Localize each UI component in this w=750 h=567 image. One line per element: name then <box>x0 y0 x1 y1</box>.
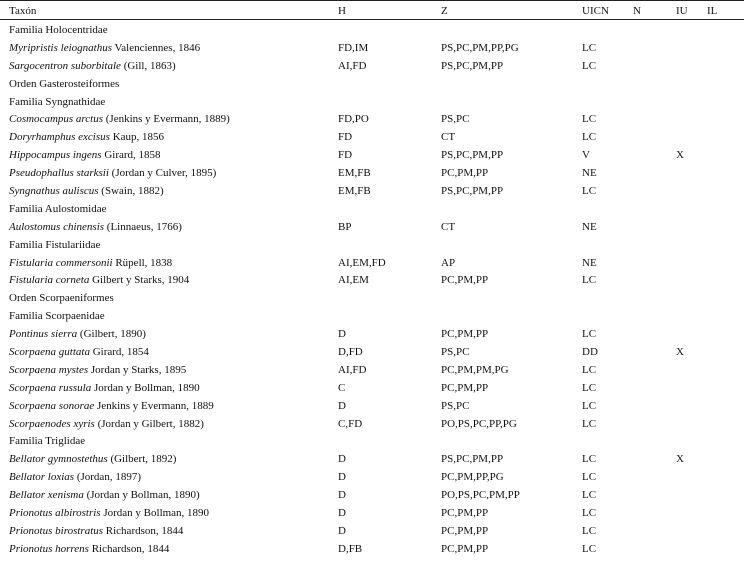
uicn-cell: LC <box>582 381 597 394</box>
species-row <box>0 398 744 416</box>
habitat-cell: D <box>338 507 346 520</box>
zone-cell: CT <box>441 131 456 144</box>
top-rule <box>0 0 744 1</box>
species-authority: (Gilbert, 1890) <box>79 328 146 341</box>
species-name: Fistularia commersonii <box>9 256 113 269</box>
taxon-cell <box>9 40 200 58</box>
species-name: Scorpaena mystes <box>9 363 89 376</box>
uicn-cell: DD <box>582 346 598 359</box>
species-name: Aulostomus chinensis <box>9 220 105 233</box>
species-name: Cosmocampus arctus <box>9 113 104 126</box>
habitat-cell: AI,EM <box>338 274 369 287</box>
species-authority: (Jordan, 1897) <box>76 471 141 484</box>
species-row <box>0 469 744 487</box>
species-row <box>0 219 744 237</box>
uicn-cell: LC <box>582 524 597 537</box>
taxon-group-row <box>0 433 744 451</box>
habitat-cell: D <box>338 328 346 341</box>
taxon-group-row <box>0 308 744 326</box>
uicn-cell: LC <box>582 399 597 412</box>
uicn-cell: NE <box>582 220 597 233</box>
species-row <box>0 165 744 183</box>
species-row <box>0 272 744 290</box>
taxon-cell <box>9 416 204 434</box>
taxon-group-row <box>0 237 744 255</box>
header-taxon: Taxón <box>9 5 37 17</box>
uicn-cell: LC <box>582 542 597 555</box>
uicn-cell: NE <box>582 167 597 180</box>
species-authority: Jordan y Bollman, 1890 <box>103 507 210 520</box>
species-row <box>0 344 744 362</box>
group-label: Familia Fistulariidae <box>9 238 101 251</box>
zone-cell: PC,PM,PP <box>441 524 489 537</box>
species-row <box>0 58 744 76</box>
uicn-cell: LC <box>582 507 597 520</box>
iu-cell: X <box>676 346 684 359</box>
species-name: Doryrhamphus excisus <box>9 131 110 144</box>
species-authority: Kaup, 1856 <box>112 131 165 144</box>
uicn-cell: LC <box>582 274 597 287</box>
species-authority: (Jordan y Gilbert, 1882) <box>97 417 204 430</box>
zone-cell: PC,PM,PP <box>441 381 489 394</box>
species-authority: (Swain, 1882) <box>101 185 164 198</box>
uicn-cell: LC <box>582 471 597 484</box>
habitat-cell: D <box>338 399 346 412</box>
taxon-cell <box>9 487 200 505</box>
taxon-cell <box>9 58 176 76</box>
zone-cell: PS,PC <box>441 346 470 359</box>
zone-cell: PS,PC <box>441 113 470 126</box>
zone-cell: AP <box>441 256 456 269</box>
species-name: Pseudophallus starksii <box>9 167 109 180</box>
habitat-cell: EM,FB <box>338 185 371 198</box>
iu-cell: X <box>676 453 684 466</box>
species-row <box>0 255 744 273</box>
zone-cell: PC,PM,PP <box>441 507 489 520</box>
taxon-cell <box>9 541 169 559</box>
species-row <box>0 505 744 523</box>
group-label: Familia Syngnathidae <box>9 95 106 108</box>
species-authority: Jenkins y Evermann, 1889 <box>97 399 214 412</box>
species-name: Sargocentron suborbitale <box>9 59 121 72</box>
habitat-cell: C <box>338 381 346 394</box>
species-name: Prionotus albirostris <box>9 507 101 520</box>
habitat-cell: D <box>338 489 346 502</box>
taxon-group-row <box>0 22 744 40</box>
habitat-cell: D <box>338 524 346 537</box>
habitat-cell: FD <box>338 149 353 162</box>
uicn-cell: V <box>582 149 590 162</box>
header-rule <box>0 19 744 20</box>
species-row <box>0 362 744 380</box>
habitat-cell: D <box>338 471 346 484</box>
group-label: Familia Holocentridae <box>9 24 108 36</box>
iu-cell: X <box>676 149 684 162</box>
species-row <box>0 129 744 147</box>
species-name: Myripristis leiognathus <box>9 41 112 54</box>
habitat-cell: BP <box>338 220 352 233</box>
zone-cell: PC,PM,PP <box>441 274 489 287</box>
species-row <box>0 487 744 505</box>
taxon-cell <box>9 362 186 380</box>
habitat-cell: D,FB <box>338 542 363 555</box>
species-authority: (Jordan y Culver, 1895) <box>111 167 217 180</box>
taxon-cell <box>9 183 164 201</box>
species-authority: Jordan y Starks, 1895 <box>90 363 187 376</box>
taxon-cell <box>9 451 176 469</box>
habitat-cell: D <box>338 453 346 466</box>
taxon-group-row <box>0 290 744 308</box>
species-name: Prionotus birostratus <box>9 524 104 537</box>
species-row <box>0 147 744 165</box>
uicn-cell: LC <box>582 489 597 502</box>
habitat-cell: D,FD <box>338 346 363 359</box>
habitat-cell: FD,PO <box>338 113 369 126</box>
taxon-cell <box>9 219 182 237</box>
taxon-cell <box>9 380 200 398</box>
uicn-cell: LC <box>582 363 597 376</box>
species-row <box>0 523 744 541</box>
species-authority: Richardson, 1844 <box>91 542 170 555</box>
uicn-cell: LC <box>582 417 597 430</box>
species-authority: (Gill, 1863) <box>123 59 176 72</box>
taxon-cell <box>9 111 230 129</box>
species-authority: Gilbert y Starks, 1904 <box>92 274 190 287</box>
taxon-cell <box>9 129 164 147</box>
species-name: Bellator gymnostethus <box>9 453 108 466</box>
zone-cell: PS,PC,PM,PP <box>441 59 504 72</box>
species-authority: (Jordan y Bollman, 1890) <box>86 489 200 502</box>
taxon-cell <box>9 469 141 487</box>
zone-cell: PC,PM,PP <box>441 328 489 341</box>
taxon-cell <box>9 272 189 290</box>
species-authority: Girard, 1858 <box>104 149 161 162</box>
species-authority: Rüpell, 1838 <box>115 256 173 269</box>
taxon-cell <box>9 344 149 362</box>
species-name: Prionotus horrens <box>9 542 89 555</box>
group-label: Orden Gasterosteiformes <box>9 77 120 90</box>
zone-cell: PO,PS,PC,PP,PG <box>441 417 517 430</box>
species-authority: Richardson, 1844 <box>105 524 184 537</box>
habitat-cell: EM,FB <box>338 167 371 180</box>
zone-cell: PC,PM,PP <box>441 167 489 180</box>
uicn-cell: LC <box>582 328 597 341</box>
species-row <box>0 183 744 201</box>
species-row <box>0 416 744 434</box>
taxon-cell <box>9 398 214 416</box>
species-name: Bellator xenisma <box>9 489 84 502</box>
species-authority: Jordan y Bollman, 1890 <box>93 381 200 394</box>
zone-cell: CT <box>441 220 456 233</box>
species-authority: Valenciennes, 1846 <box>114 41 201 54</box>
zone-cell: PS,PC,PM,PP <box>441 453 504 466</box>
zone-cell: PS,PC <box>441 399 470 412</box>
zone-cell: PS,PC,PM,PP <box>441 185 504 198</box>
species-name: Scorpaena sonorae <box>9 399 95 412</box>
habitat-cell: AI,FD <box>338 363 367 376</box>
species-authority: (Linnaeus, 1766) <box>106 220 182 233</box>
species-authority: (Gilbert, 1892) <box>110 453 177 466</box>
species-row <box>0 40 744 58</box>
species-name: Scorpaenodes xyris <box>9 417 95 430</box>
species-name: Hippocampus ingens <box>9 149 102 162</box>
habitat-cell: AI,EM,FD <box>338 256 386 269</box>
species-row <box>0 451 744 469</box>
taxon-cell <box>9 326 146 344</box>
table-body <box>0 22 744 559</box>
species-name: Syngnathus auliscus <box>9 185 99 198</box>
species-row <box>0 326 744 344</box>
taxon-group-row <box>0 94 744 112</box>
taxon-cell <box>9 165 216 183</box>
uicn-cell: NE <box>582 256 597 269</box>
species-authority: Girard, 1854 <box>92 346 149 359</box>
zone-cell: PC,PM,PP,PG <box>441 471 504 484</box>
taxon-cell <box>9 523 183 541</box>
species-authority: (Jenkins y Evermann, 1889) <box>105 113 230 126</box>
zone-cell: PS,PC,PM,PP,PG <box>441 41 519 54</box>
species-name: Fistularia corneta <box>9 274 90 287</box>
habitat-cell: FD <box>338 131 353 144</box>
habitat-cell: FD,IM <box>338 41 369 54</box>
uicn-cell: LC <box>582 59 597 72</box>
uicn-cell: LC <box>582 113 597 126</box>
group-label: Familia Scorpaenidae <box>9 310 105 323</box>
habitat-cell: C,FD <box>338 417 363 430</box>
species-row <box>0 380 744 398</box>
taxon-group-row <box>0 76 744 94</box>
zone-cell: PO,PS,PC,PM,PP <box>441 489 520 502</box>
header-z: Z <box>441 5 448 17</box>
species-name: Bellator loxias <box>9 471 75 484</box>
header-n: N <box>633 5 641 17</box>
species-name: Scorpaena guttata <box>9 346 90 359</box>
header-uicn: UICN <box>582 5 609 17</box>
uicn-cell: LC <box>582 453 597 466</box>
species-row <box>0 541 744 559</box>
group-label: Familia Triglidae <box>9 435 86 448</box>
header-iu: IU <box>676 5 688 17</box>
uicn-cell: LC <box>582 41 597 54</box>
taxon-group-row <box>0 201 744 219</box>
species-name: Scorpaena russula <box>9 381 92 394</box>
zone-cell: PC,PM,PP <box>441 542 489 555</box>
uicn-cell: LC <box>582 131 597 144</box>
group-label: Familia Aulostomidae <box>9 202 107 215</box>
uicn-cell: LC <box>582 185 597 198</box>
group-label: Orden Scorpaeniformes <box>9 292 114 305</box>
header-h: H <box>338 5 346 17</box>
table-header-row <box>0 3 744 19</box>
zone-cell: PC,PM,PM,PG <box>441 363 509 376</box>
taxon-cell <box>9 505 209 523</box>
header-il: IL <box>707 5 718 17</box>
species-row <box>0 111 744 129</box>
taxon-cell <box>9 255 172 273</box>
taxon-cell <box>9 147 161 165</box>
habitat-cell: AI,FD <box>338 59 367 72</box>
zone-cell: PS,PC,PM,PP <box>441 149 504 162</box>
species-name: Pontinus sierra <box>9 328 78 341</box>
